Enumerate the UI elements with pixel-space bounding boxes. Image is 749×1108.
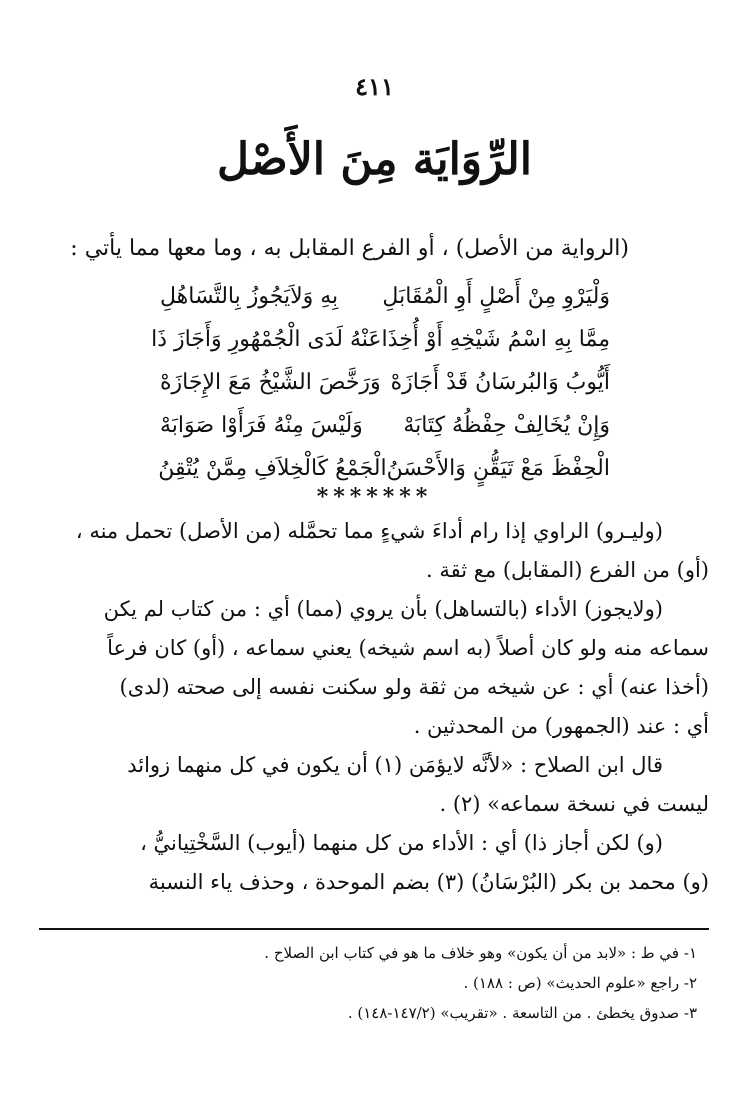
verse-line — [160, 361, 610, 404]
commentary-line: قال ابن الصلاح : «لأنَّه لايؤمَن (١) أن يكون في كل منهما زوائد — [127, 753, 663, 777]
verse-second-hemistich: وَرَخَّصَ الشَّيْخُ مَعَ الإِجَازَهْ — [160, 370, 381, 395]
footnote: ١- في ط : «لابد من أن يكون» وهو خلاف ما هو في كتاب ابن الصلاح . — [264, 944, 697, 962]
chapter-title: الرِّوَايَة مِنَ الأَصْل — [217, 134, 532, 185]
commentary-line: (ولايجوز) الأداء (بالتساهل) بأن يروي (مما) أي : من كتاب لم يكن — [103, 597, 663, 621]
asterisk-separator: ******* — [316, 484, 433, 510]
verse-first-hemistich: مِمَّا بِهِ اسْمُ شَيْخِهِ أَوْ أُخِذَا — [381, 327, 610, 352]
verse-second-hemistich: الْجَمْعُ كَالْخِلاَفِ مِمَّنْ يُتْقِنُ — [158, 456, 387, 481]
commentary-line: (و) محمد بن بكر (البُرْسَانُ) (٣) بضم الموحدة ، وحذف ياء النسبة — [148, 870, 709, 894]
page-number: ٤١١ — [355, 72, 394, 101]
verse-first-hemistich: أَيُّوبُ وَالبُرسَانُ قَدْ أَجَازَهْ — [390, 370, 610, 395]
verse-second-hemistich: بِهِ وَلاَيَجُوزُ بِالتَّسَاهُلِ — [160, 284, 339, 309]
footnotes-block — [57, 938, 697, 1028]
commentary-line: أي : عند (الجمهور) من المحدثين . — [413, 714, 709, 738]
verse-line — [151, 318, 610, 361]
commentary-line: (و) لكن أجاز ذا) أي : الأداء من كل منهما (أيوب) السَّخْتِيانيُّ ، — [140, 831, 663, 855]
intro-line: (الرواية من الأصل) ، أو الفرع المقابل به ، وما معها مما يأتي : — [70, 236, 629, 261]
verse-line — [160, 275, 610, 318]
footnote: ٣- صدوق يخطئ . من التاسعة . «تقريب» (١٤٧/٢-١٤٨) . — [347, 1004, 697, 1022]
verse-first-hemistich: وَلْيَرْوِ مِنْ أَصْلٍ أَوِ الْمُقَابَلِ — [382, 284, 610, 309]
verse-block — [151, 275, 610, 490]
verse-first-hemistich: وَإِنْ يُخَالِفْ حِفْظُهُ كِتَابَهْ — [403, 413, 610, 438]
commentary-line: (وليـرو) الراوي إذا رام أداءَ شيءٍ مما تحمَّله (من الأصل) تحمل منه ، — [75, 519, 663, 543]
commentary-block — [39, 512, 709, 902]
footnote-rule — [39, 928, 709, 930]
verse-second-hemistich: عَنْهُ لَدَى الْجُمْهُورِ وَأَجَازَ ذَا — [151, 327, 382, 352]
commentary-line: (أخذا عنه) أي : عن شيخه من ثقة ولو سكنت نفسه إلى صحته (لدى) — [119, 675, 709, 699]
footnote: ٢- راجع «علوم الحديث» (ص : ١٨٨) . — [463, 974, 697, 992]
verse-first-hemistich: الْحِفْظَ مَعْ تَيَقُّنٍ وَالأَحْسَنُ — [386, 456, 610, 481]
verse-line — [160, 404, 610, 447]
commentary-line: ليست في نسخة سماعه» (٢) . — [439, 792, 709, 816]
commentary-line: (أو) من الفرع (المقابل) مع ثقة . — [426, 558, 709, 582]
commentary-line: سماعه منه ولو كان أصلاً (به اسم شيخه) يعني سماعه ، (أو) كان فرعاً — [107, 636, 709, 660]
verse-second-hemistich: وَلَيْسَ مِنْهُ فَرَأَوْا صَوَابَهْ — [160, 413, 363, 438]
